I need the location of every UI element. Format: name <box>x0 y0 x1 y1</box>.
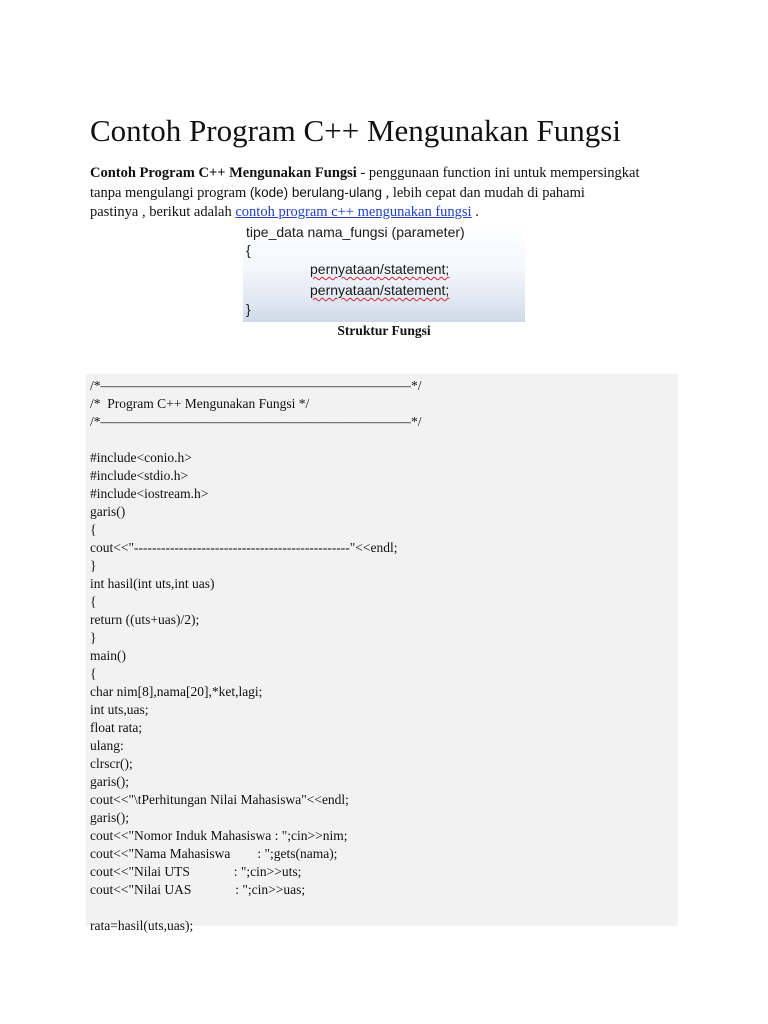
figure-caption: Struktur Fungsi <box>337 323 431 338</box>
intro-line1-text: - penggunaan function ini untuk mempersingkat <box>356 165 640 181</box>
intro-line-1 <box>90 164 690 183</box>
code-line: ulang: <box>90 738 124 753</box>
intro-paragraph <box>90 164 690 222</box>
code-line: return ((uts+uas)/2); <box>90 612 200 627</box>
code-line: cout<<"------------------------------------------------"<<endl; <box>90 540 398 555</box>
intro-line2-text-a: tanpa mengulangi program <box>90 185 250 201</box>
code-lines <box>90 377 422 935</box>
code-block <box>86 374 678 933</box>
code-line: cout<<"Nama Mahasiswa : ";gets(nama); <box>90 846 338 861</box>
code-line: float rata; <box>90 720 143 735</box>
code-line: char nim[8],nama[20],*ket,lagi; <box>90 684 263 699</box>
intro-line-3 <box>90 203 690 222</box>
code-line: { <box>90 522 97 537</box>
structure-open-brace: { <box>246 242 251 258</box>
code-line: /*———————————————————————*/ <box>90 414 422 429</box>
structure-statement-1 <box>310 261 449 278</box>
code-line: #include<iostream.h> <box>90 486 209 501</box>
code-line: /*———————————————————————*/ <box>90 378 422 393</box>
code-line: cout<<"\tPerhitungan Nilai Mahasiswa"<<endl; <box>90 792 349 807</box>
function-structure-figure <box>243 222 525 322</box>
code-line: cout<<"Nilai UAS : ";cin>>uas; <box>90 882 306 897</box>
structure-statement-1-text: pernyataan/statement; <box>310 261 450 277</box>
code-line: { <box>90 666 97 681</box>
code-line: garis(); <box>90 810 129 825</box>
program-link[interactable]: contoh program c++ mengunakan fungsi <box>235 204 472 220</box>
code-line: rata=hasil(uts,uas); <box>90 918 194 933</box>
code-line: int uts,uas; <box>90 702 149 717</box>
code-line: /* Program C++ Mengunakan Fungsi */ <box>90 396 310 411</box>
intro-lead: Contoh Program C++ Mengunakan Fungsi <box>90 165 357 181</box>
structure-signature: tipe_data nama_fungsi (parameter) <box>246 224 465 240</box>
intro-line-2 <box>90 183 690 203</box>
intro-line2-text-b: (kode) berulang-ulang <box>249 185 382 200</box>
intro-line2-text-c: , lebih cepat dan mudah di pahami <box>381 185 585 201</box>
code-line: clrscr(); <box>90 756 133 771</box>
code-line: main() <box>90 648 126 663</box>
code-line: } <box>90 558 97 573</box>
structure-close-brace: } <box>246 301 251 317</box>
code-line <box>90 431 422 449</box>
structure-statement-2-text: pernyataan/statement; <box>310 282 450 298</box>
code-line: #include<stdio.h> <box>90 468 189 483</box>
structure-statement-2 <box>310 282 449 299</box>
code-line: garis() <box>90 504 126 519</box>
code-line: int hasil(int uts,int uas) <box>90 576 215 591</box>
intro-line3-text: pastinya , berikut adalah <box>90 204 236 220</box>
code-line: garis(); <box>90 774 129 789</box>
code-line: cout<<"Nomor Induk Mahasiswa : ";cin>>nim; <box>90 828 348 843</box>
code-line <box>90 899 422 917</box>
code-line: { <box>90 594 97 609</box>
code-line: #include<conio.h> <box>90 450 192 465</box>
code-line: } <box>90 630 97 645</box>
code-line: cout<<"Nilai UTS : ";cin>>uts; <box>90 864 302 879</box>
page-title: Contoh Program C++ Mengunakan Fungsi <box>90 113 621 148</box>
intro-line3-end: . <box>471 204 479 220</box>
